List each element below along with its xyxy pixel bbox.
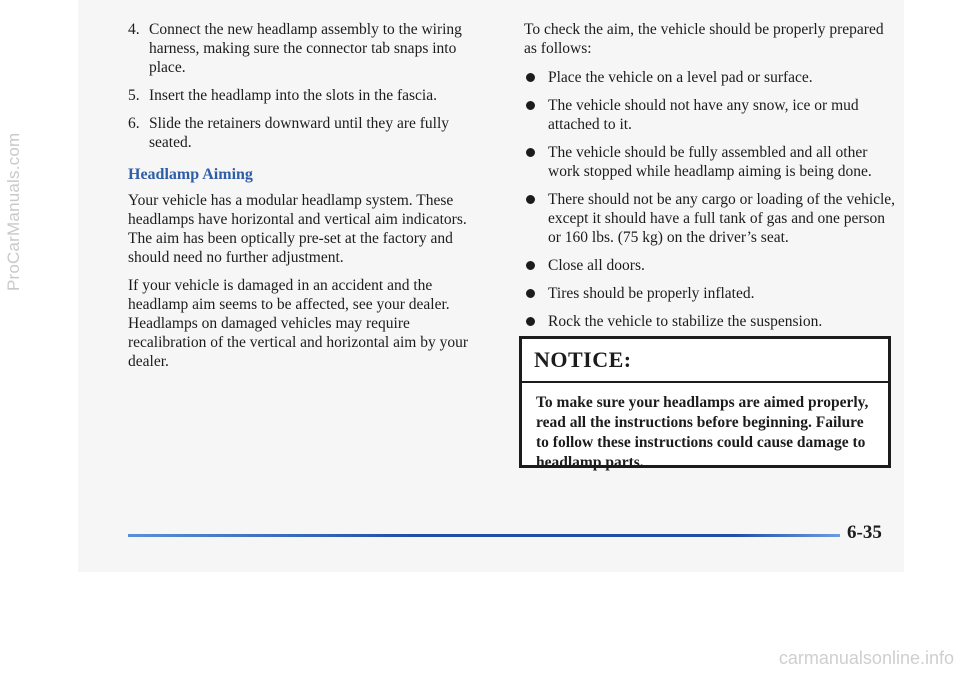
step-item (128, 20, 488, 77)
section-heading: Headlamp Aiming (128, 166, 253, 183)
step-text: Slide the retainers downward until they are fully seated. (149, 115, 450, 151)
side-watermark: ProCarManuals.com (4, 132, 23, 292)
bullet-text: Place the vehicle on a level pad or surface. (548, 69, 813, 86)
right-column (524, 20, 896, 340)
bullet-item (524, 68, 896, 87)
bullet-item (524, 190, 896, 247)
bullet-item (524, 143, 896, 181)
bullet-item (524, 96, 896, 134)
footer-rule (128, 534, 840, 537)
bullet-list (524, 68, 896, 331)
step-number: 6. (128, 115, 140, 132)
bullet-dot-icon (526, 261, 535, 270)
bullet-dot-icon (526, 148, 535, 157)
step-item (128, 86, 488, 105)
bullet-dot-icon (526, 289, 535, 298)
body-paragraph: If your vehicle is damaged in an accident and the headlamp aim seems to be affected, see your dealer. Headlamps on damaged vehicles may require recalibration of the vertical and horizontal aim by your dealer. (128, 277, 469, 370)
bullet-item (524, 312, 896, 331)
notice-title: NOTICE: (522, 339, 888, 383)
notice-box (519, 336, 891, 471)
step-number: 4. (128, 21, 140, 38)
step-item (128, 114, 488, 152)
bullet-item (524, 256, 896, 275)
page-number: 6-35 (847, 522, 882, 543)
bullet-dot-icon (526, 195, 535, 204)
bullet-text: Close all doors. (548, 257, 645, 274)
bullet-text: There should not be any cargo or loading of the vehicle, except it should have a full tank of gas and one person or 160 lbs. (75 kg) on the driver’s seat. (548, 191, 896, 246)
bullet-text: Rock the vehicle to stabilize the suspension. (548, 313, 823, 330)
step-text: Connect the new headlamp assembly to the wiring harness, making sure the connector tab snaps into place. (149, 21, 462, 76)
bullet-text: Tires should be properly inflated. (548, 285, 755, 302)
step-number: 5. (128, 87, 140, 104)
notice-body: To make sure your headlamps are aimed properly, read all the instructions before beginning. Failure to follow these instructions could cause damage to headlamp parts. (536, 394, 869, 471)
bullet-dot-icon (526, 101, 535, 110)
footer-watermark: carmanualsonline.info (778, 648, 954, 668)
body-paragraph: Your vehicle has a modular headlamp system. These headlamps have horizontal and vertical aim indicators. The aim has been optically pre-set at the factory and should need no further adjustment. (128, 192, 467, 266)
step-text: Insert the headlamp into the slots in the fascia. (149, 87, 437, 104)
bullet-item (524, 284, 896, 303)
bullet-dot-icon (526, 73, 535, 82)
left-column (128, 20, 488, 380)
bullet-text: The vehicle should not have any snow, ice or mud attached to it. (548, 97, 859, 133)
intro-paragraph: To check the aim, the vehicle should be properly prepared as follows: (524, 21, 884, 57)
bullet-dot-icon (526, 317, 535, 326)
step-list (128, 20, 488, 152)
bullet-text: The vehicle should be fully assembled and all other work stopped while headlamp aiming is being done. (548, 144, 872, 180)
